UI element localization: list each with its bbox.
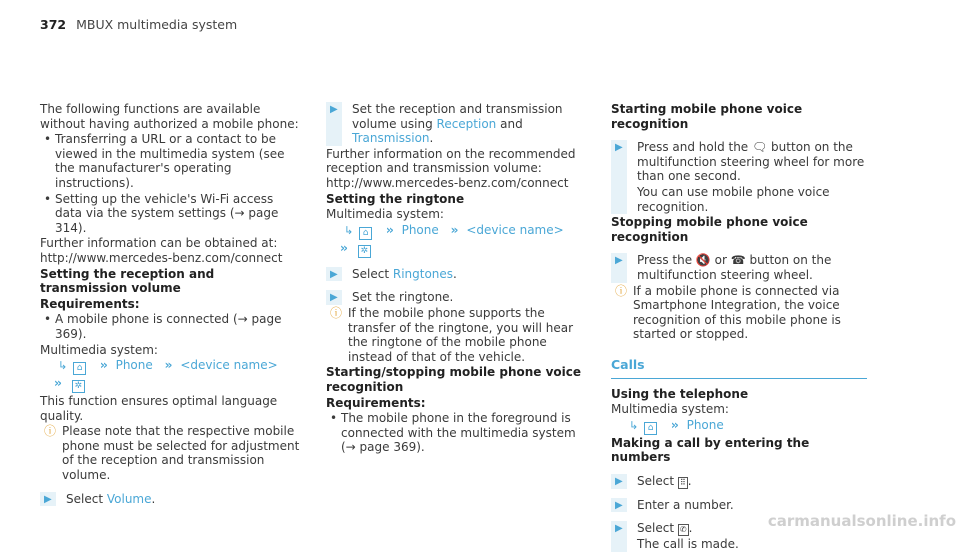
step-arrow-icon: ▶ bbox=[615, 499, 623, 511]
volume-link[interactable]: Volume bbox=[106, 491, 152, 506]
page-header-title: MBUX multimedia system bbox=[76, 17, 238, 32]
info-icon: ⓘ bbox=[44, 424, 57, 439]
column-3 bbox=[611, 102, 867, 553]
note bbox=[40, 424, 302, 482]
info-icon: ⓘ bbox=[615, 283, 628, 298]
step-set-ringtone bbox=[326, 290, 592, 305]
note-text: Please note that the respective mobile phone must be selected for adjustment of the reception and transmission volume. bbox=[62, 424, 300, 483]
double-chevron-icon: ›› bbox=[54, 376, 60, 391]
home-icon[interactable]: ⌂ bbox=[359, 227, 372, 240]
gear-icon[interactable]: ✲ bbox=[358, 245, 371, 258]
step-text: Select bbox=[352, 266, 390, 281]
requirements-label: Requirements: bbox=[326, 395, 426, 410]
step-text: and bbox=[500, 116, 523, 131]
multimedia-label: Multimedia system: bbox=[40, 342, 158, 357]
note bbox=[611, 284, 867, 342]
further-info: Further information on the recommended reception and transmission volume: http://www.mercedes-benz.com/connect bbox=[326, 146, 576, 190]
list-item: • Setting up the vehicle's Wi-Fi access data via the system settings (→ page 314). bbox=[40, 192, 302, 236]
ensures-text: This function ensures optimal language quality. bbox=[40, 394, 278, 423]
keypad-icon[interactable]: ⠿ bbox=[679, 477, 686, 487]
path-phone[interactable]: Phone bbox=[115, 358, 153, 373]
note-text: If the mobile phone supports the transfer of the ringtone, you will hear the ringtone of the mobile phone instead of that of the vehicle. bbox=[348, 305, 574, 364]
path-phone[interactable]: Phone bbox=[401, 222, 439, 237]
punct: . bbox=[453, 266, 457, 281]
watermark: carmanualsonline.info bbox=[767, 512, 956, 531]
path-arrow-icon: ↳ bbox=[58, 359, 68, 373]
path-phone[interactable]: Phone bbox=[686, 417, 724, 432]
step-select-keypad bbox=[611, 474, 867, 489]
step-enter-number bbox=[611, 498, 867, 513]
call-icon[interactable]: ✆ bbox=[679, 525, 687, 535]
step-text: Select bbox=[637, 473, 675, 488]
ringtones-link[interactable]: Ringtones bbox=[392, 266, 454, 281]
step-text: Enter a number. bbox=[637, 497, 734, 512]
menu-path-2 bbox=[40, 376, 302, 393]
double-chevron-icon: ›› bbox=[450, 222, 457, 237]
punct: . bbox=[429, 131, 434, 146]
further-info: Further information can be obtained at: http://www.mercedes-benz.com/connect bbox=[40, 236, 283, 265]
step-text: Select bbox=[66, 491, 104, 506]
reception-link[interactable]: Reception bbox=[436, 116, 497, 131]
home-icon[interactable]: ⌂ bbox=[73, 362, 86, 375]
section-heading: Making a call by entering the numbers bbox=[611, 435, 810, 465]
list-item: • Transferring a URL or a contact to be viewed in the multimedia system (see the manufacturer's operating instructions). bbox=[40, 132, 302, 190]
note-text: If a mobile phone is connected via Smartphone Integration, the voice recognition of this mobile phone is started or stopped. bbox=[633, 283, 841, 342]
section-heading: Stopping mobile phone voice recognition bbox=[611, 215, 808, 244]
column-1 bbox=[40, 102, 302, 507]
section-heading: Starting mobile phone voice recognition bbox=[611, 102, 803, 131]
double-chevron-icon: ›› bbox=[164, 358, 171, 373]
step-text: Set the ringtone. bbox=[352, 290, 454, 305]
path-arrow-icon: ↳ bbox=[629, 418, 639, 432]
list-item: • A mobile phone is connected (→ page 369). bbox=[40, 312, 302, 341]
path-arrow-icon: ↳ bbox=[344, 223, 354, 237]
step-arrow-icon: ▶ bbox=[615, 255, 623, 267]
punct: . bbox=[688, 521, 693, 536]
step-text: You can use mobile phone voice recognition. bbox=[637, 184, 830, 214]
info-icon: ⓘ bbox=[330, 305, 343, 320]
step-arrow-icon: ▶ bbox=[330, 292, 338, 304]
step-text: Press and hold the 🗨 button on the multifunction steering wheel for more than one second. bbox=[637, 140, 865, 184]
menu-path bbox=[40, 358, 302, 375]
step-text: The call is made. bbox=[637, 537, 739, 552]
punct: . bbox=[687, 473, 692, 488]
double-chevron-icon: ›› bbox=[670, 417, 677, 432]
note bbox=[326, 306, 592, 364]
section-heading: Using the telephone bbox=[611, 386, 749, 401]
transmission-link[interactable]: Transmission bbox=[352, 131, 430, 146]
page-header bbox=[40, 18, 237, 33]
step-select-ringtones bbox=[326, 267, 592, 282]
intro-text: The following functions are available without having authorized a mobile phone: bbox=[40, 102, 299, 131]
requirements-label: Requirements: bbox=[40, 296, 140, 311]
step-arrow-icon: ▶ bbox=[330, 268, 338, 280]
step-text: Press the 🔇 or ☎ button on the multifunction steering wheel. bbox=[637, 253, 832, 282]
step-arrow-icon: ▶ bbox=[44, 493, 52, 505]
step-text: Select bbox=[637, 521, 675, 536]
section-heading: Starting/stopping mobile phone voice recognition bbox=[326, 365, 582, 394]
double-chevron-icon: ›› bbox=[340, 240, 346, 255]
calls-heading: Calls bbox=[611, 358, 867, 379]
path-device[interactable]: <device name> bbox=[466, 222, 564, 237]
step-set-volume bbox=[326, 102, 592, 146]
multimedia-label: Multimedia system: bbox=[611, 402, 729, 417]
section-heading: Setting the reception and transmission volume bbox=[40, 266, 215, 296]
step-arrow-icon: ▶ bbox=[615, 142, 623, 154]
step-text: Set the reception and transmission volume using bbox=[352, 102, 563, 131]
step-arrow-icon: ▶ bbox=[615, 523, 623, 535]
punct: . bbox=[151, 491, 156, 506]
page-number: 372 bbox=[40, 17, 67, 32]
list-item: • The mobile phone in the foreground is connected with the multimedia system (→ page 369). bbox=[326, 411, 592, 455]
gear-icon[interactable]: ✲ bbox=[72, 380, 85, 393]
column-2 bbox=[326, 102, 592, 456]
step-select-volume bbox=[40, 492, 302, 507]
step-start-voice bbox=[611, 140, 867, 214]
step-arrow-icon: ▶ bbox=[615, 475, 623, 487]
multimedia-label: Multimedia system: bbox=[326, 207, 444, 222]
menu-path bbox=[611, 418, 867, 435]
path-device[interactable]: <device name> bbox=[180, 358, 278, 373]
home-icon[interactable]: ⌂ bbox=[644, 422, 657, 435]
menu-path bbox=[326, 223, 592, 240]
step-stop-voice bbox=[611, 253, 867, 282]
menu-path-2 bbox=[326, 241, 592, 258]
section-heading: Setting the ringtone bbox=[326, 191, 465, 206]
double-chevron-icon: ›› bbox=[99, 358, 106, 373]
step-arrow-icon: ▶ bbox=[330, 104, 338, 115]
double-chevron-icon: ›› bbox=[385, 222, 392, 237]
